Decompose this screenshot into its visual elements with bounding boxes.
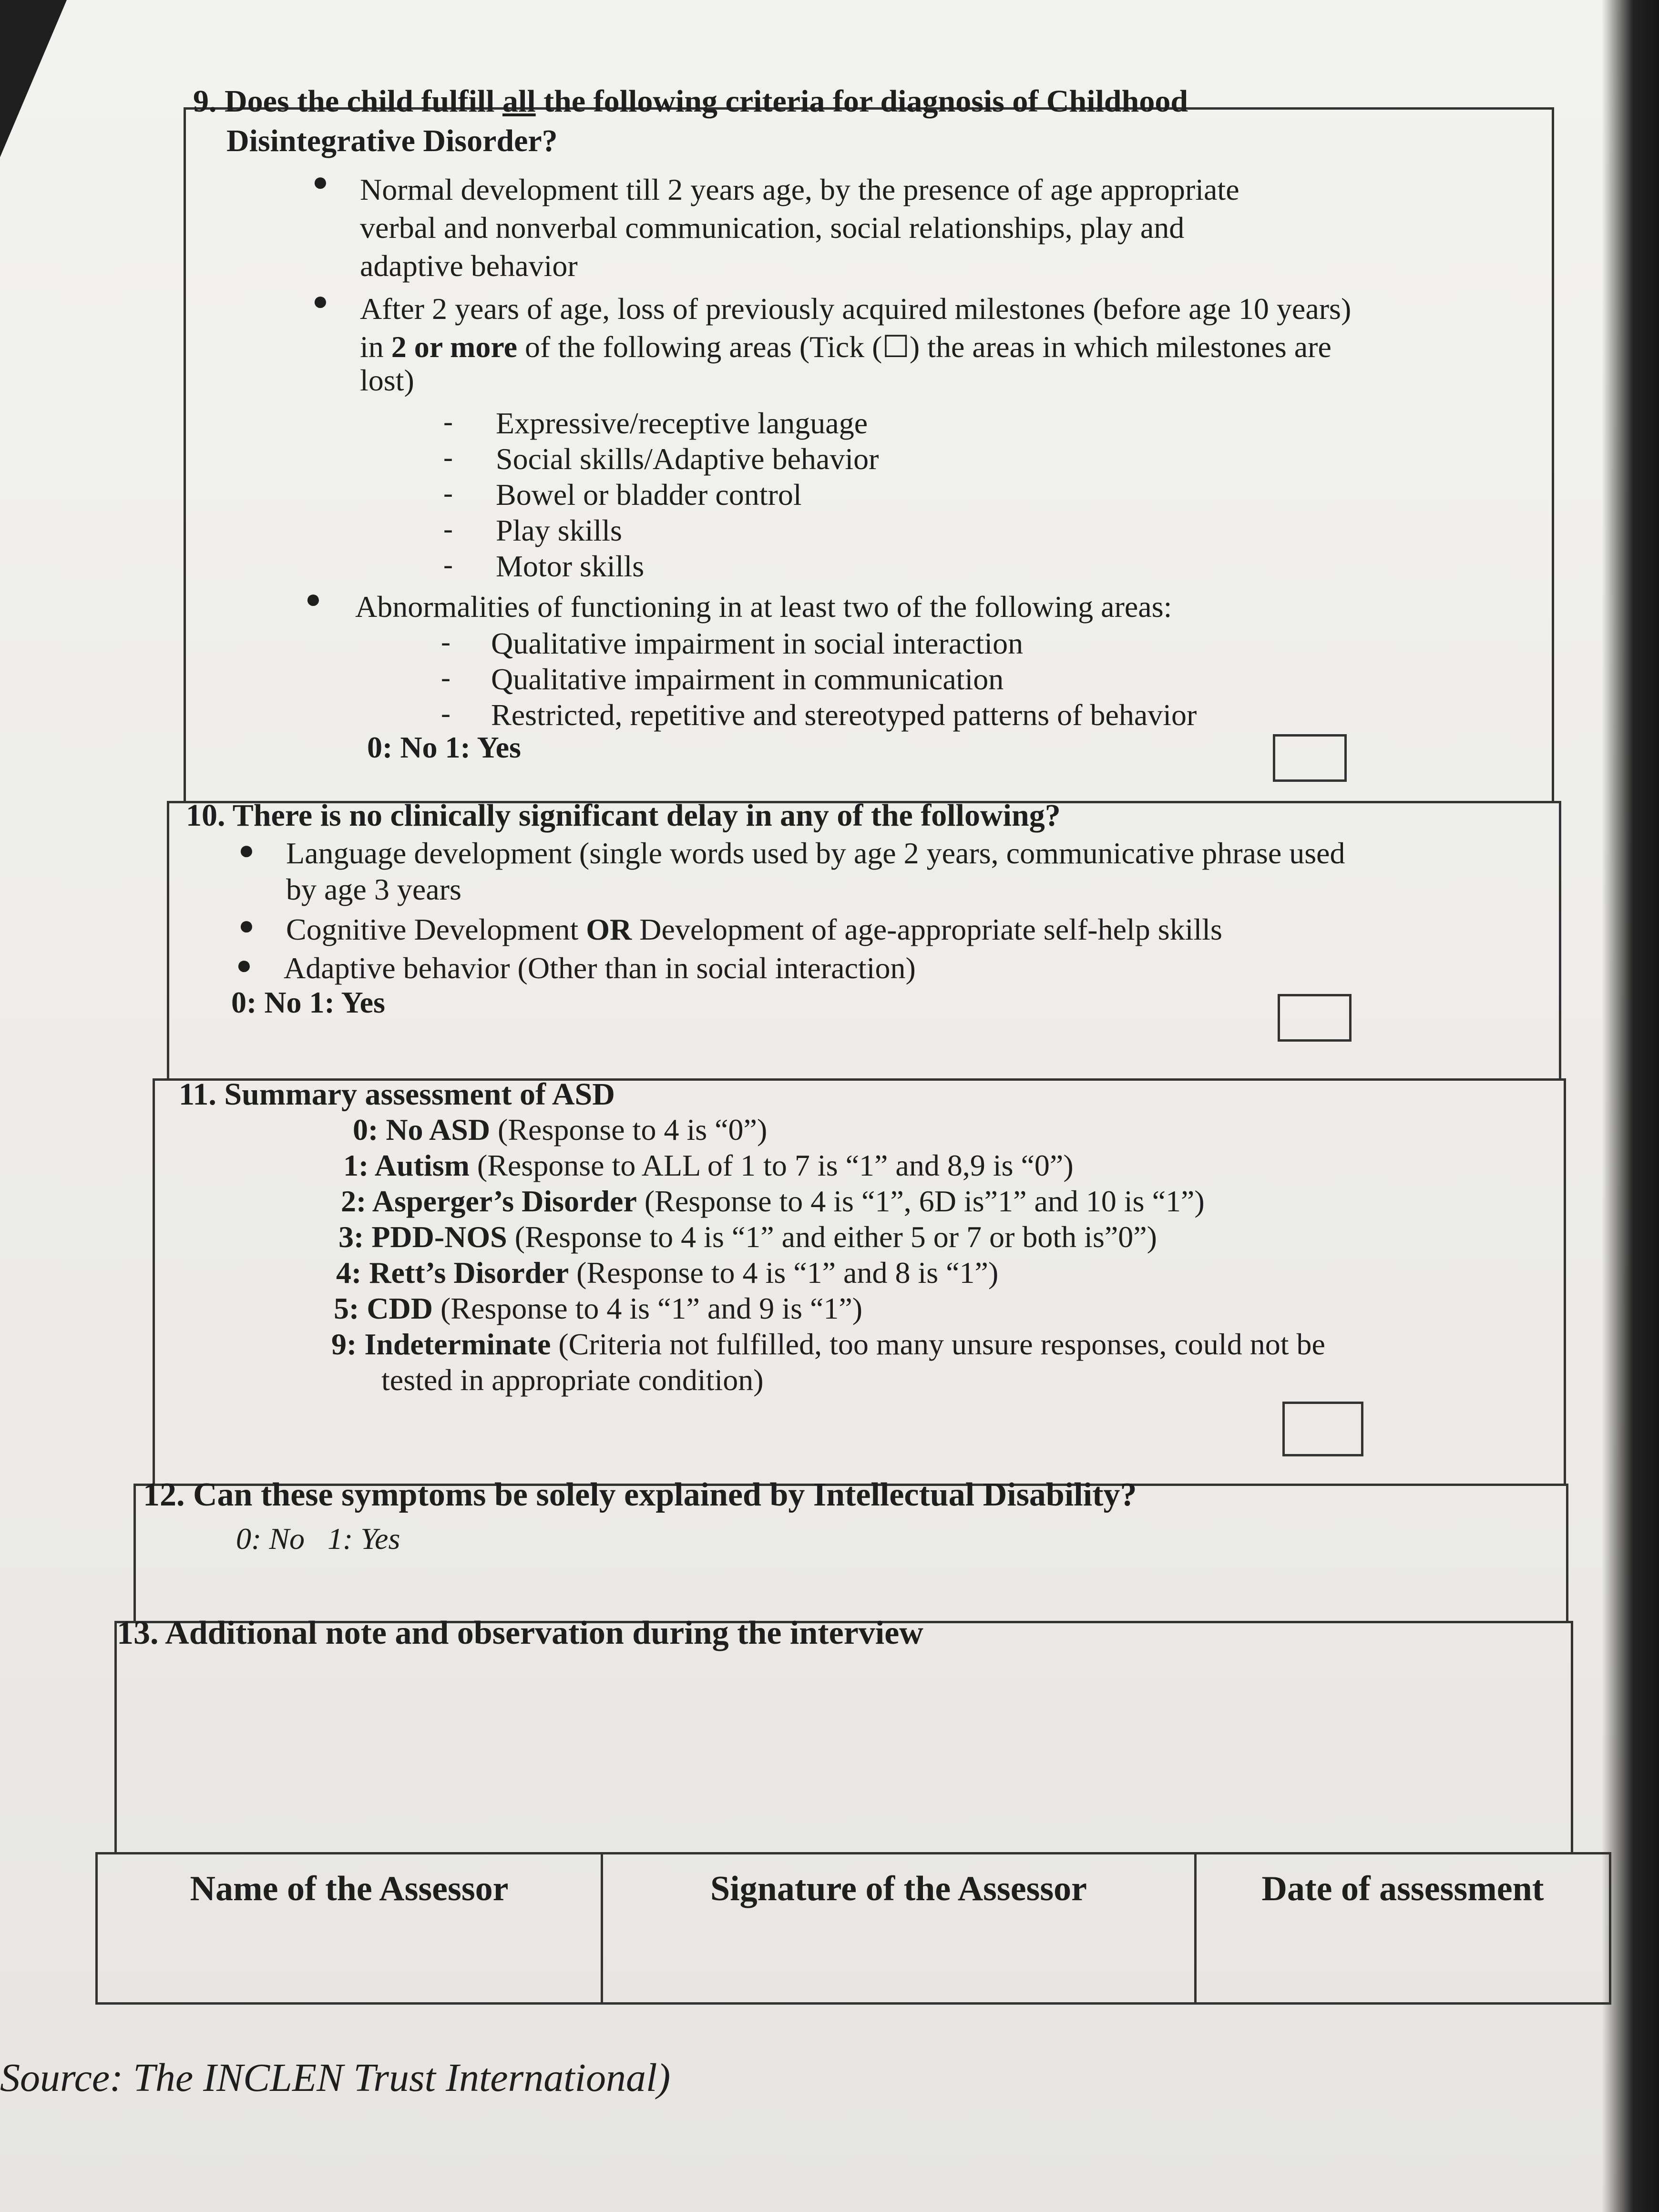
- asd-option-1-desc: (Response to ALL of 1 to 7 is “1” and 8,9 is “0”): [469, 1148, 1074, 1182]
- asd-option-5-desc: (Response to 4 is “1” and 9 is “1”): [432, 1291, 863, 1325]
- bullet-dot: ●: [312, 167, 328, 197]
- asd-option-4: [336, 1255, 998, 1291]
- asd-option-0-desc: (Response to 4 is “0”): [490, 1113, 768, 1147]
- dash-marker: -: [443, 406, 453, 437]
- question-13-title: 13. Additional note and observation during the interview: [117, 1615, 923, 1651]
- asd-option-0: [353, 1112, 767, 1148]
- dash-marker: -: [443, 513, 453, 544]
- asd-option-9-continuation: tested in appropriate condition): [381, 1363, 764, 1397]
- asd-option-1-label: 1: Autism: [343, 1148, 470, 1182]
- q9-bullet1-line1: Normal development till 2 years age, by the presence of age appropriate: [360, 173, 1239, 206]
- assessment-date-label: Date of assessment: [1261, 1869, 1544, 1908]
- asd-option-2: [341, 1183, 1205, 1219]
- asd-option-3-desc: (Response to 4 is “1” and either 5 or 7 or both is”0”): [507, 1220, 1157, 1254]
- asd-option-4-label: 4: Rett’s Disorder: [336, 1256, 569, 1290]
- bullet-dot: ●: [312, 287, 328, 316]
- assessor-signature-label: Signature of the Assessor: [710, 1869, 1087, 1908]
- q10-bullet2-text-c: Development of age-appropriate self-help skills: [632, 912, 1222, 946]
- q9-answer-box[interactable]: [1273, 734, 1347, 782]
- q10-bullet2: [286, 911, 1222, 948]
- asd-option-9-desc: (Criteria not fulfilled, too many unsure responses, could not be: [551, 1327, 1325, 1361]
- impairment-behavior: Restricted, repetitive and stereotyped patterns of behavior: [491, 698, 1197, 732]
- asd-option-3: [338, 1219, 1157, 1255]
- dash-marker: -: [441, 697, 451, 729]
- bullet-dot: ●: [236, 951, 252, 980]
- asd-option-5: [334, 1290, 862, 1327]
- assessor-name-label: Name of the Assessor: [190, 1869, 509, 1908]
- dash-marker: -: [441, 626, 451, 657]
- asd-option-9-label: 9: Indeterminate: [331, 1327, 551, 1361]
- q9-bullet3: Abnormalities of functioning in at least two of the following areas:: [355, 590, 1172, 624]
- q9-bullet1-line3: adaptive behavior: [360, 249, 578, 283]
- dash-marker: -: [441, 662, 451, 693]
- q9-title-all: all: [502, 84, 536, 119]
- asd-option-2-desc: (Response to 4 is “1”, 6D is”1” and 10 is “1”): [636, 1184, 1205, 1218]
- asd-option-1: [343, 1147, 1074, 1184]
- q9-title-prefix: 9. Does the child fulfill: [193, 84, 503, 119]
- bullet-dot: ●: [305, 584, 321, 614]
- asd-option-0-label: 0: No ASD: [353, 1113, 491, 1147]
- q12-options[interactable]: 0: No 1: Yes: [236, 1522, 400, 1556]
- q9-bullet2-bold: 2 or more: [391, 330, 517, 364]
- asd-option-2-label: 2: Asperger’s Disorder: [341, 1184, 637, 1218]
- q9-bullet2-text-a: in: [360, 330, 391, 364]
- signature-table: [95, 1852, 1611, 2005]
- question-10-title: 10. There is no clinically significant delay in any of the following?: [186, 798, 1061, 833]
- q10-options: 0: No 1: Yes: [231, 985, 385, 1019]
- area-play-skills: Play skills: [496, 513, 622, 547]
- q9-title-suffix: the following criteria for diagnosis of Childhood: [535, 84, 1188, 119]
- q11-answer-box[interactable]: [1282, 1402, 1363, 1456]
- q10-bullet2-text-a: Cognitive Development: [286, 912, 586, 946]
- area-bowel-bladder: Bowel or bladder control: [496, 478, 802, 512]
- question-9-title-line2: Disintegrative Disorder?: [226, 123, 558, 158]
- bullet-dot: ●: [238, 836, 255, 865]
- dash-marker: -: [443, 549, 453, 580]
- area-motor-skills: Motor skills: [496, 549, 645, 583]
- bullet-dot: ●: [238, 911, 255, 941]
- source-note: Source: The INCLEN Trust International): [0, 2056, 671, 2100]
- area-expressive-language: Expressive/receptive language: [496, 406, 868, 440]
- q9-bullet2-line2: [360, 329, 1331, 365]
- dash-marker: -: [443, 477, 453, 509]
- question-12-title: 12. Can these symptoms be solely explained by Intellectual Disability?: [143, 1476, 1137, 1513]
- impairment-social: Qualitative impairment in social interaction: [491, 626, 1024, 660]
- q10-answer-box[interactable]: [1278, 994, 1352, 1042]
- assessment-date-cell[interactable]: [1197, 1854, 1609, 2002]
- assessor-name-cell[interactable]: [98, 1854, 603, 2002]
- q10-bullet1-line1: Language development (single words used by age 2 years, communicative phrase used: [286, 836, 1345, 870]
- asd-option-4-desc: (Response to 4 is “1” and 8 is “1”): [569, 1256, 999, 1290]
- assessor-signature-cell[interactable]: [603, 1854, 1197, 2002]
- q10-bullet2-or: OR: [586, 912, 632, 946]
- q10-bullet3: Adaptive behavior (Other than in social interaction): [284, 951, 916, 985]
- question-9-title: [193, 82, 1188, 121]
- asd-option-5-label: 5: CDD: [334, 1291, 433, 1325]
- q9-bullet1-line2: verbal and nonverbal communication, social relationships, play and: [360, 211, 1185, 245]
- asd-option-9: [331, 1326, 1325, 1362]
- asd-option-3-label: 3: PDD-NOS: [338, 1220, 507, 1254]
- question-11-title: 11. Summary assessment of ASD: [179, 1077, 615, 1112]
- dash-marker: -: [443, 441, 453, 473]
- q9-bullet2-line1: After 2 years of age, loss of previously acquired milestones (before age 10 years): [360, 292, 1352, 326]
- impairment-communication: Qualitative impairment in communication: [491, 662, 1004, 696]
- q10-bullet1-line2: by age 3 years: [286, 872, 461, 906]
- q9-options: 0: No 1: Yes: [367, 730, 521, 764]
- q9-bullet2-text-c: of the following areas (Tick (☐) the areas in which milestones are: [517, 330, 1331, 364]
- notes-area[interactable]: [133, 1669, 1554, 1840]
- area-social-skills: Social skills/Adaptive behavior: [496, 442, 879, 476]
- q9-bullet2-line3: lost): [360, 363, 414, 397]
